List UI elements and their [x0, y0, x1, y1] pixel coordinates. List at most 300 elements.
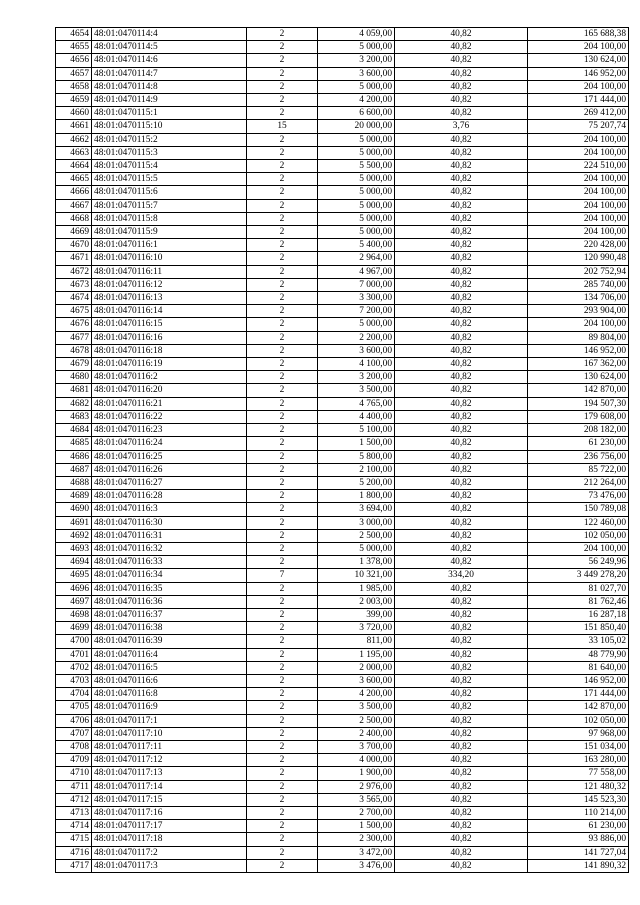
cadastral-value-cell: 220 428,00	[528, 239, 629, 252]
cadastral-value-cell: 77 558,00	[528, 767, 629, 780]
category-code-cell: 2	[247, 397, 318, 410]
category-code-cell: 2	[247, 239, 318, 252]
cadastral-number-cell: 48:01:0470117:12	[92, 754, 247, 767]
row-number-cell: 4683	[56, 410, 92, 423]
area-cell: 5 100,00	[318, 424, 395, 437]
cadastral-value-cell: 89 804,00	[528, 331, 629, 344]
specific-value-cell: 40,82	[395, 278, 528, 291]
row-number-cell: 4688	[56, 476, 92, 489]
category-code-cell: 2	[247, 173, 318, 186]
cadastral-number-cell: 48:01:0470116:16	[92, 331, 247, 344]
specific-value-cell: 40,82	[395, 371, 528, 384]
row-number-cell: 4689	[56, 490, 92, 503]
cadastral-value-cell: 134 706,00	[528, 292, 629, 305]
cadastral-value-cell: 204 100,00	[528, 133, 629, 146]
cadastral-number-cell: 48:01:0470115:10	[92, 120, 247, 133]
specific-value-cell: 40,82	[395, 160, 528, 173]
category-code-cell: 2	[247, 516, 318, 529]
cadastral-number-cell: 48:01:0470115:2	[92, 133, 247, 146]
table-row	[56, 265, 629, 278]
table-row	[56, 186, 629, 199]
category-code-cell: 2	[247, 727, 318, 740]
cadastral-value-cell: 204 100,00	[528, 80, 629, 93]
specific-value-cell: 40,82	[395, 648, 528, 661]
cadastral-value-cell: 85 722,00	[528, 463, 629, 476]
cadastral-number-cell: 48:01:0470116:2	[92, 371, 247, 384]
specific-value-cell: 40,82	[395, 463, 528, 476]
area-cell: 3 472,00	[318, 846, 395, 859]
cadastral-value-cell: 48 779,90	[528, 648, 629, 661]
category-code-cell: 2	[247, 146, 318, 159]
cadastral-number-cell: 48:01:0470116:23	[92, 424, 247, 437]
row-number-cell: 4672	[56, 265, 92, 278]
table-row	[56, 635, 629, 648]
cadastral-value-cell: 145 523,30	[528, 793, 629, 806]
row-number-cell: 4716	[56, 846, 92, 859]
cadastral-number-cell: 48:01:0470116:27	[92, 476, 247, 489]
specific-value-cell: 40,82	[395, 714, 528, 727]
area-cell: 5 000,00	[318, 318, 395, 331]
area-cell: 2 500,00	[318, 529, 395, 542]
table-row	[56, 833, 629, 846]
table-row	[56, 727, 629, 740]
category-code-cell: 2	[247, 661, 318, 674]
category-code-cell: 2	[247, 846, 318, 859]
row-number-cell: 4710	[56, 767, 92, 780]
area-cell: 1 800,00	[318, 490, 395, 503]
area-cell: 1 500,00	[318, 437, 395, 450]
row-number-cell: 4709	[56, 754, 92, 767]
specific-value-cell: 40,82	[395, 305, 528, 318]
area-cell: 4 100,00	[318, 358, 395, 371]
area-cell: 5 400,00	[318, 239, 395, 252]
area-cell: 3 700,00	[318, 740, 395, 753]
specific-value-cell: 40,82	[395, 212, 528, 225]
cadastral-value-cell: 204 100,00	[528, 173, 629, 186]
category-code-cell: 2	[247, 252, 318, 265]
category-code-cell: 2	[247, 622, 318, 635]
specific-value-cell: 40,82	[395, 608, 528, 621]
specific-value-cell: 40,82	[395, 397, 528, 410]
row-number-cell: 4691	[56, 516, 92, 529]
table-row	[56, 120, 629, 133]
area-cell: 3 000,00	[318, 516, 395, 529]
category-code-cell: 2	[247, 767, 318, 780]
specific-value-cell: 40,82	[395, 384, 528, 397]
category-code-cell: 2	[247, 754, 318, 767]
row-number-cell: 4708	[56, 740, 92, 753]
row-number-cell: 4693	[56, 542, 92, 555]
cadastral-value-cell: 16 287,18	[528, 608, 629, 621]
row-number-cell: 4694	[56, 556, 92, 569]
cadastral-value-cell: 141 727,04	[528, 846, 629, 859]
cadastral-number-cell: 48:01:0470116:34	[92, 569, 247, 582]
table-row	[56, 358, 629, 371]
category-code-cell: 7	[247, 569, 318, 582]
area-cell: 1 195,00	[318, 648, 395, 661]
cadastral-value-cell: 97 968,00	[528, 727, 629, 740]
area-cell: 5 000,00	[318, 212, 395, 225]
cadastral-value-cell: 146 952,00	[528, 674, 629, 687]
cadastral-number-cell: 48:01:0470117:2	[92, 846, 247, 859]
cadastral-number-cell: 48:01:0470116:19	[92, 358, 247, 371]
cadastral-number-cell: 48:01:0470114:5	[92, 41, 247, 54]
category-code-cell: 2	[247, 740, 318, 753]
cadastral-value-cell: 73 476,00	[528, 490, 629, 503]
cadastral-number-cell: 48:01:0470116:13	[92, 292, 247, 305]
cadastral-value-cell: 165 688,38	[528, 28, 629, 41]
area-cell: 2 976,00	[318, 780, 395, 793]
row-number-cell: 4690	[56, 503, 92, 516]
cadastral-value-cell: 236 756,00	[528, 450, 629, 463]
cadastral-value-cell: 122 460,00	[528, 516, 629, 529]
area-cell: 3 500,00	[318, 384, 395, 397]
row-number-cell: 4667	[56, 199, 92, 212]
category-code-cell: 2	[247, 331, 318, 344]
cadastral-value-cell: 61 230,00	[528, 437, 629, 450]
row-number-cell: 4705	[56, 701, 92, 714]
category-code-cell: 2	[247, 582, 318, 595]
area-cell: 6 600,00	[318, 107, 395, 120]
table-row	[56, 226, 629, 239]
specific-value-cell: 40,82	[395, 186, 528, 199]
cadastral-number-cell: 48:01:0470116:21	[92, 397, 247, 410]
area-cell: 5 000,00	[318, 186, 395, 199]
cadastral-number-cell: 48:01:0470116:35	[92, 582, 247, 595]
specific-value-cell: 3,76	[395, 120, 528, 133]
row-number-cell: 4686	[56, 450, 92, 463]
cadastral-number-cell: 48:01:0470116:26	[92, 463, 247, 476]
cadastral-number-cell: 48:01:0470116:5	[92, 661, 247, 674]
area-cell: 5 800,00	[318, 450, 395, 463]
table-row	[56, 529, 629, 542]
row-number-cell: 4658	[56, 80, 92, 93]
table-row	[56, 331, 629, 344]
specific-value-cell: 40,82	[395, 107, 528, 120]
specific-value-cell: 40,82	[395, 674, 528, 687]
cadastral-value-cell: 285 740,00	[528, 278, 629, 291]
category-code-cell: 2	[247, 793, 318, 806]
cadastral-value-cell: 142 870,00	[528, 701, 629, 714]
row-number-cell: 4698	[56, 608, 92, 621]
cadastral-value-cell: 204 100,00	[528, 542, 629, 555]
row-number-cell: 4700	[56, 635, 92, 648]
specific-value-cell: 334,20	[395, 569, 528, 582]
category-code-cell: 2	[247, 780, 318, 793]
category-code-cell: 2	[247, 344, 318, 357]
table-row	[56, 28, 629, 41]
category-code-cell: 2	[247, 542, 318, 555]
table-row	[56, 859, 629, 872]
cadastral-number-cell: 48:01:0470114:9	[92, 94, 247, 107]
category-code-cell: 2	[247, 688, 318, 701]
row-number-cell: 4665	[56, 173, 92, 186]
cadastral-value-cell: 110 214,00	[528, 806, 629, 819]
category-code-cell: 2	[247, 371, 318, 384]
specific-value-cell: 40,82	[395, 344, 528, 357]
category-code-cell: 15	[247, 120, 318, 133]
area-cell: 3 300,00	[318, 292, 395, 305]
row-number-cell: 4661	[56, 120, 92, 133]
table-row	[56, 160, 629, 173]
area-cell: 1 500,00	[318, 820, 395, 833]
table-row	[56, 820, 629, 833]
area-cell: 5 000,00	[318, 226, 395, 239]
cadastral-number-cell: 48:01:0470117:18	[92, 833, 247, 846]
table-row	[56, 424, 629, 437]
table-row	[56, 146, 629, 159]
cadastral-number-cell: 48:01:0470116:22	[92, 410, 247, 423]
cadastral-number-cell: 48:01:0470116:38	[92, 622, 247, 635]
cadastral-number-cell: 48:01:0470116:39	[92, 635, 247, 648]
cadastral-number-cell: 48:01:0470116:10	[92, 252, 247, 265]
area-cell: 2 700,00	[318, 806, 395, 819]
row-number-cell: 4706	[56, 714, 92, 727]
category-code-cell: 2	[247, 437, 318, 450]
specific-value-cell: 40,82	[395, 701, 528, 714]
category-code-cell: 2	[247, 41, 318, 54]
table-row	[56, 437, 629, 450]
cadastral-number-cell: 48:01:0470116:14	[92, 305, 247, 318]
table-row	[56, 701, 629, 714]
row-number-cell: 4676	[56, 318, 92, 331]
cadastral-value-cell: 56 249,96	[528, 556, 629, 569]
specific-value-cell: 40,82	[395, 595, 528, 608]
specific-value-cell: 40,82	[395, 556, 528, 569]
table-row	[56, 463, 629, 476]
table-row	[56, 648, 629, 661]
row-number-cell: 4685	[56, 437, 92, 450]
table-body	[56, 28, 629, 873]
category-code-cell: 2	[247, 714, 318, 727]
cadastral-value-cell: 130 624,00	[528, 371, 629, 384]
area-cell: 2 000,00	[318, 661, 395, 674]
specific-value-cell: 40,82	[395, 252, 528, 265]
specific-value-cell: 40,82	[395, 133, 528, 146]
cadastral-value-cell: 204 100,00	[528, 186, 629, 199]
table-row	[56, 569, 629, 582]
area-cell: 2 300,00	[318, 833, 395, 846]
cadastral-value-cell: 204 100,00	[528, 146, 629, 159]
specific-value-cell: 40,82	[395, 661, 528, 674]
area-cell: 3 600,00	[318, 344, 395, 357]
row-number-cell: 4711	[56, 780, 92, 793]
row-number-cell: 4664	[56, 160, 92, 173]
table-row	[56, 384, 629, 397]
table-row	[56, 608, 629, 621]
category-code-cell: 2	[247, 450, 318, 463]
specific-value-cell: 40,82	[395, 146, 528, 159]
specific-value-cell: 40,82	[395, 820, 528, 833]
category-code-cell: 2	[247, 384, 318, 397]
row-number-cell: 4712	[56, 793, 92, 806]
area-cell: 5 000,00	[318, 80, 395, 93]
area-cell: 4 400,00	[318, 410, 395, 423]
category-code-cell: 2	[247, 833, 318, 846]
cadastral-value-cell: 102 050,00	[528, 714, 629, 727]
cadastral-number-cell: 48:01:0470116:25	[92, 450, 247, 463]
cadastral-number-cell: 48:01:0470117:13	[92, 767, 247, 780]
cadastral-value-cell: 150 789,08	[528, 503, 629, 516]
row-number-cell: 4677	[56, 331, 92, 344]
table-row	[56, 754, 629, 767]
table-row	[56, 450, 629, 463]
category-code-cell: 2	[247, 463, 318, 476]
specific-value-cell: 40,82	[395, 767, 528, 780]
row-number-cell: 4663	[56, 146, 92, 159]
cadastral-number-cell: 48:01:0470116:33	[92, 556, 247, 569]
area-cell: 3 565,00	[318, 793, 395, 806]
specific-value-cell: 40,82	[395, 173, 528, 186]
cadastral-number-cell: 48:01:0470117:11	[92, 740, 247, 753]
specific-value-cell: 40,82	[395, 292, 528, 305]
cadastral-number-cell: 48:01:0470117:10	[92, 727, 247, 740]
table-row	[56, 80, 629, 93]
area-cell: 5 000,00	[318, 173, 395, 186]
area-cell: 4 059,00	[318, 28, 395, 41]
cadastral-value-cell: 130 624,00	[528, 54, 629, 67]
area-cell: 1 378,00	[318, 556, 395, 569]
row-number-cell: 4668	[56, 212, 92, 225]
category-code-cell: 2	[247, 595, 318, 608]
specific-value-cell: 40,82	[395, 490, 528, 503]
category-code-cell: 2	[247, 806, 318, 819]
cadastral-number-cell: 48:01:0470116:30	[92, 516, 247, 529]
area-cell: 2 003,00	[318, 595, 395, 608]
category-code-cell: 2	[247, 212, 318, 225]
specific-value-cell: 40,82	[395, 67, 528, 80]
table-row	[56, 292, 629, 305]
area-cell: 4 765,00	[318, 397, 395, 410]
cadastral-value-cell: 204 100,00	[528, 212, 629, 225]
cadastral-number-cell: 48:01:0470115:8	[92, 212, 247, 225]
specific-value-cell: 40,82	[395, 226, 528, 239]
category-code-cell: 2	[247, 608, 318, 621]
cadastral-number-cell: 48:01:0470116:6	[92, 674, 247, 687]
cadastral-value-cell: 204 100,00	[528, 41, 629, 54]
cadastral-number-cell: 48:01:0470117:16	[92, 806, 247, 819]
cadastral-number-cell: 48:01:0470115:9	[92, 226, 247, 239]
area-cell: 5 200,00	[318, 476, 395, 489]
table-row	[56, 846, 629, 859]
area-cell: 4 200,00	[318, 688, 395, 701]
cadastral-value-cell: 93 886,00	[528, 833, 629, 846]
table-row	[56, 94, 629, 107]
cadastral-number-cell: 48:01:0470114:6	[92, 54, 247, 67]
specific-value-cell: 40,82	[395, 754, 528, 767]
category-code-cell: 2	[247, 292, 318, 305]
table-row	[56, 688, 629, 701]
cadastral-number-cell: 48:01:0470116:8	[92, 688, 247, 701]
specific-value-cell: 40,82	[395, 437, 528, 450]
table-row	[56, 133, 629, 146]
area-cell: 2 500,00	[318, 714, 395, 727]
cadastral-number-cell: 48:01:0470116:37	[92, 608, 247, 621]
cadastral-value-table	[55, 27, 629, 873]
area-cell: 20 000,00	[318, 120, 395, 133]
cadastral-number-cell: 48:01:0470117:1	[92, 714, 247, 727]
cadastral-value-cell: 81 762,46	[528, 595, 629, 608]
area-cell: 5 500,00	[318, 160, 395, 173]
area-cell: 5 000,00	[318, 41, 395, 54]
area-cell: 3 500,00	[318, 701, 395, 714]
specific-value-cell: 40,82	[395, 318, 528, 331]
cadastral-value-cell: 171 444,00	[528, 94, 629, 107]
cadastral-number-cell: 48:01:0470116:4	[92, 648, 247, 661]
area-cell: 1 900,00	[318, 767, 395, 780]
row-number-cell: 4713	[56, 806, 92, 819]
cadastral-number-cell: 48:01:0470117:3	[92, 859, 247, 872]
category-code-cell: 2	[247, 476, 318, 489]
area-cell: 3 476,00	[318, 859, 395, 872]
table-row	[56, 767, 629, 780]
area-cell: 3 720,00	[318, 622, 395, 635]
specific-value-cell: 40,82	[395, 199, 528, 212]
specific-value-cell: 40,82	[395, 529, 528, 542]
cadastral-value-cell: 204 100,00	[528, 226, 629, 239]
cadastral-value-cell: 293 904,00	[528, 305, 629, 318]
row-number-cell: 4699	[56, 622, 92, 635]
area-cell: 2 400,00	[318, 727, 395, 740]
cadastral-number-cell: 48:01:0470116:20	[92, 384, 247, 397]
table-row	[56, 556, 629, 569]
table-row	[56, 344, 629, 357]
cadastral-number-cell: 48:01:0470116:24	[92, 437, 247, 450]
table-row	[56, 661, 629, 674]
cadastral-value-cell: 208 182,00	[528, 424, 629, 437]
specific-value-cell: 40,82	[395, 635, 528, 648]
cadastral-number-cell: 48:01:0470114:7	[92, 67, 247, 80]
cadastral-number-cell: 48:01:0470116:9	[92, 701, 247, 714]
cadastral-number-cell: 48:01:0470116:36	[92, 595, 247, 608]
table-row	[56, 212, 629, 225]
table-row	[56, 622, 629, 635]
cadastral-number-cell: 48:01:0470116:32	[92, 542, 247, 555]
row-number-cell: 4697	[56, 595, 92, 608]
area-cell: 7 200,00	[318, 305, 395, 318]
cadastral-value-cell: 81 027,70	[528, 582, 629, 595]
row-number-cell: 4671	[56, 252, 92, 265]
row-number-cell: 4674	[56, 292, 92, 305]
table-row	[56, 674, 629, 687]
specific-value-cell: 40,82	[395, 265, 528, 278]
category-code-cell: 2	[247, 701, 318, 714]
table-row	[56, 371, 629, 384]
cadastral-value-cell: 141 890,32	[528, 859, 629, 872]
table-row	[56, 516, 629, 529]
category-code-cell: 2	[247, 305, 318, 318]
cadastral-number-cell: 48:01:0470115:4	[92, 160, 247, 173]
category-code-cell: 2	[247, 67, 318, 80]
row-number-cell: 4660	[56, 107, 92, 120]
area-cell: 5 000,00	[318, 133, 395, 146]
cadastral-number-cell: 48:01:0470114:8	[92, 80, 247, 93]
specific-value-cell: 40,82	[395, 239, 528, 252]
row-number-cell: 4659	[56, 94, 92, 107]
cadastral-value-cell: 171 444,00	[528, 688, 629, 701]
category-code-cell: 2	[247, 54, 318, 67]
table-row	[56, 793, 629, 806]
specific-value-cell: 40,82	[395, 516, 528, 529]
specific-value-cell: 40,82	[395, 41, 528, 54]
cadastral-number-cell: 48:01:0470117:15	[92, 793, 247, 806]
row-number-cell: 4682	[56, 397, 92, 410]
specific-value-cell: 40,82	[395, 450, 528, 463]
table-row	[56, 595, 629, 608]
cadastral-number-cell: 48:01:0470117:17	[92, 820, 247, 833]
cadastral-number-cell: 48:01:0470117:14	[92, 780, 247, 793]
table-row	[56, 54, 629, 67]
